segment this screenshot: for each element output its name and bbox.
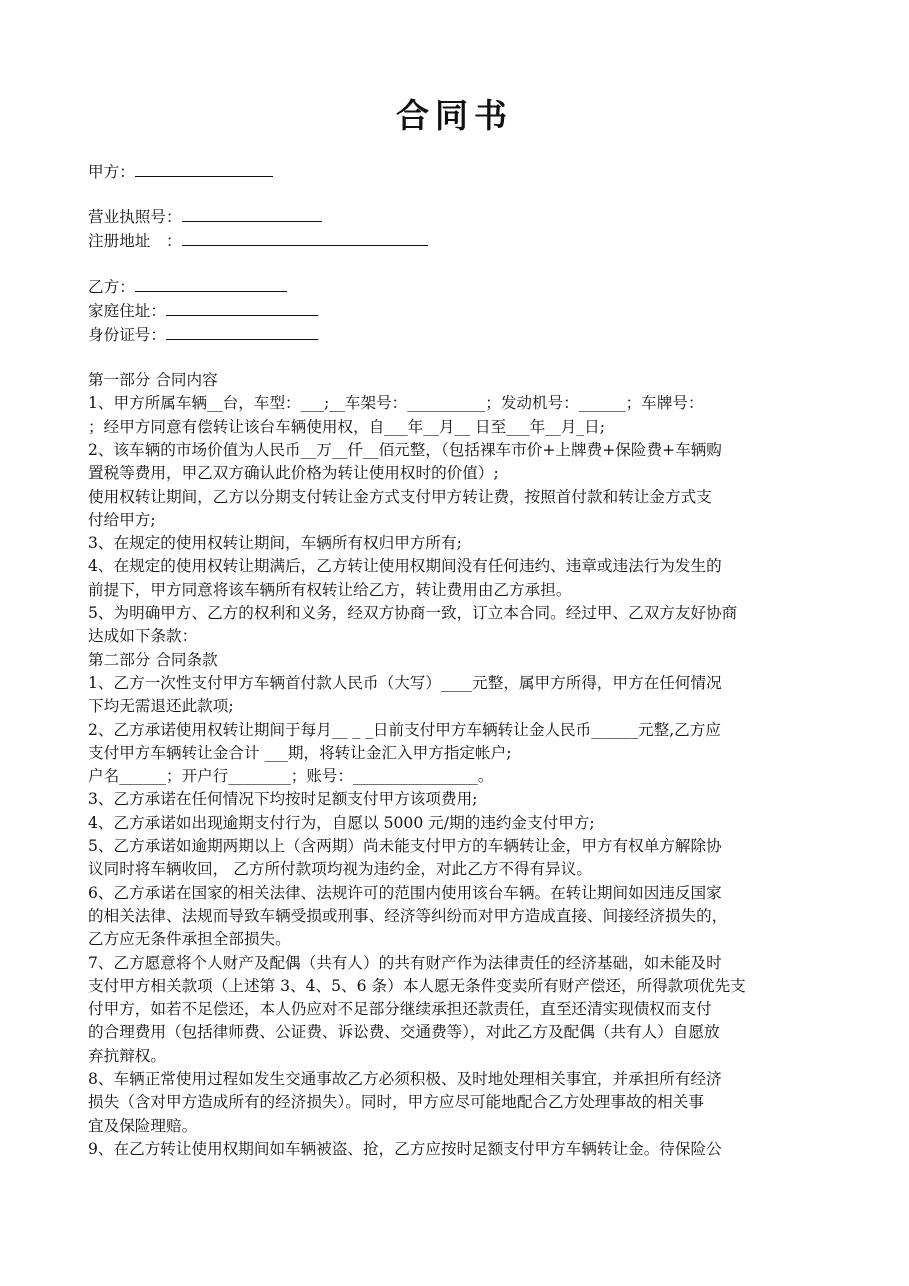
contract-line: 4、在规定的使用权转让期满后，乙方转让使用权期间没有任何违约、违章或违法行为发生的 (88, 557, 722, 576)
contract-line: 支付甲方相关款项（上述第 3、4、5、6 条）本人愿无条件变卖所有财产偿还，所得款项优先支 (88, 976, 746, 995)
contract-line: 2、该车辆的市场价值为人民币__万__仟__佰元整，（包括裸车市价+上牌费+保险费+车辆购 (88, 440, 722, 459)
contract-line: 的合理费用（包括律师费、公证费、诉讼费、交通费等），对此乙方及配偶（共有人）自愿放 (88, 1023, 720, 1042)
contract-line: 支付甲方车辆转让金合计 ___期，将转让金汇入甲方指定帐户; (88, 743, 512, 762)
license-label: 营业执照号： (88, 208, 182, 226)
party-b-label: 乙方： (88, 278, 135, 296)
contract-line: 3、在规定的使用权转让期间，车辆所有权归甲方所有; (88, 534, 462, 553)
contract-line: 8、车辆正常使用过程如发生交通事故乙方必须积极、及时地处理相关事宜，并承担所有经济 (88, 1070, 722, 1088)
reg-addr-blank (182, 228, 428, 246)
contract-line: 1、乙方一次性支付甲方车辆首付款人民币（大写）____元整，属甲方所得，甲方在任何情况 (88, 673, 722, 692)
contract-line: 下均无需退还此款项; (88, 697, 234, 716)
contract-line: 第一部分 合同内容 (88, 371, 218, 389)
reg-addr-label: 注册地址 ： (88, 232, 182, 250)
contract-line: 宜及保险理赔。 (88, 1116, 198, 1135)
contract-line: 乙方应无条件承担全部损失。 (88, 930, 291, 949)
reg-addr-row (88, 228, 828, 252)
contract-line: 2、乙方承诺使用权转让期间于每月__ _ _日前支付甲方车辆转让金人民币______元整,乙方应 (88, 720, 721, 739)
contract-line: 1、甲方所属车辆__台，车型：___;__车架号：__________；发动机号：______；车牌号： (88, 394, 704, 413)
party-a-blank (135, 159, 273, 177)
contract-line: 的相关法律、法规而导致车辆受损或刑事、经济等纠纷而对甲方造成直接、间接经济损失的， (88, 906, 728, 925)
contract-line: 4、乙方承诺如出现逾期支付行为，自愿以 5000 元/期的违约金支付甲方; (88, 813, 595, 832)
home-addr-label: 家庭住址： (88, 302, 166, 320)
contract-line: 付给甲方; (88, 510, 156, 529)
party-a-row (88, 159, 828, 183)
license-blank (182, 204, 322, 222)
contract-line: 置税等费用，甲乙双方确认此价格为转让使用权时的价值）; (88, 464, 499, 483)
contract-line: 户名______；开户行________；账号：________________。 (88, 767, 494, 786)
id-no-label: 身份证号： (88, 326, 166, 344)
contract-line: 6、乙方承诺在国家的相关法律、法规许可的范围内使用该台车辆。在转让期间如因违反国家 (88, 883, 722, 902)
contract-line: 损失（含对甲方造成所有的经济损失）。同时，甲方应尽可能地配合乙方处理事故的相关事 (88, 1093, 704, 1112)
id-no-row (88, 322, 828, 346)
home-addr-blank (166, 298, 318, 316)
contract-line: 弃抗辩权。 (88, 1046, 166, 1065)
contract-line: 使用权转让期间，乙方以分期支付转让金方式支付甲方转让费，按照首付款和转让金方式支 (88, 487, 712, 506)
party-b-blank (135, 274, 287, 292)
contract-line: ；经甲方同意有偿转让该台车辆使用权，自___年__月__ 日至___年__月_日; (88, 417, 606, 436)
license-row (88, 204, 828, 228)
contract-line: 议同时将车辆收回， 乙方所付款项均视为违约金，对此乙方不得有异议。 (88, 860, 592, 879)
party-a-label: 甲方： (88, 163, 135, 181)
contract-line: 5、乙方承诺如逾期两期以上（含两期）尚未能支付甲方的车辆转让金，甲方有权单方解除协 (88, 837, 722, 855)
party-b-row (88, 274, 828, 298)
contract-line: 第二部分 合同条款 (88, 650, 218, 669)
document-title: 合同书 (396, 96, 513, 135)
id-no-blank (166, 322, 318, 340)
contract-line: 3、乙方承诺在任何情况下均按时足额支付甲方该项费用; (88, 790, 478, 809)
contract-line: 5、为明确甲方、乙方的权利和义务，经双方协商一致，订立本合同。经过甲、乙双方友好协商 (88, 604, 738, 622)
contract-line: 9、在乙方转让使用权期间如车辆被盗、抢，乙方应按时足额支付甲方车辆转让金。待保险公 (88, 1139, 722, 1158)
home-addr-row (88, 298, 828, 322)
contract-line: 付甲方，如若不足偿还，本人仍应对不足部分继续承担还款责任，直至还清实现债权而支付 (88, 1000, 712, 1019)
contract-line: 达成如下条款： (88, 627, 198, 646)
contract-line: 7、乙方愿意将个人财产及配偶（共有人）的共有财产作为法律责任的经济基础，如未能及时 (88, 953, 722, 972)
contract-line: 前提下，甲方同意将该车辆所有权转让给乙方，转让费用由乙方承担。 (88, 580, 572, 599)
